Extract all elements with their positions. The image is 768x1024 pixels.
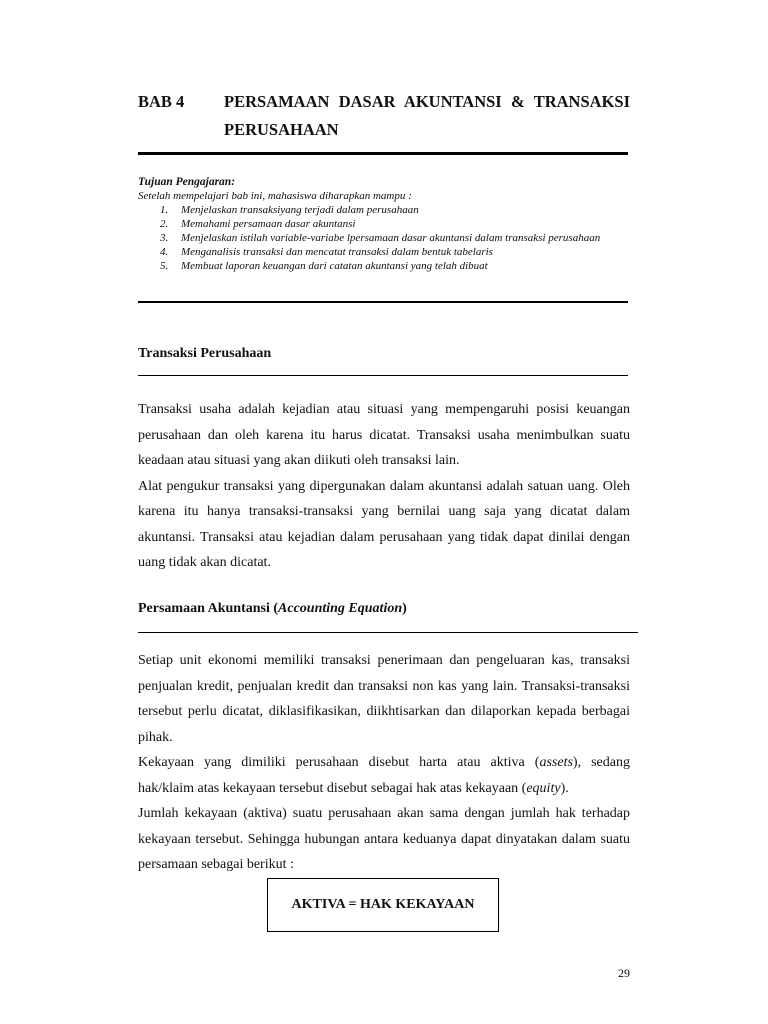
list-item: 3. Menjelaskan istilah variable-variabe lpersamaan dasar akuntansi dalam transaksi perusahaan: [160, 232, 601, 244]
list-item: 1. Menjelaskan transaksiyang terjadi dalam perusahaan: [160, 204, 419, 216]
objectives-heading: Tujuan Pengajaran:: [138, 176, 236, 188]
objectives-list: [138, 203, 618, 273]
section-heading-persamaan: Persamaan Akuntansi (Accounting Equation): [138, 601, 407, 616]
paragraph: Kekayaan yang dimiliki perusahaan disebut harta atau aktiva (assets), sedang hak/klaim atas kekayaan tersebut disebut sebagai hak atas kekayaan (equity).: [138, 755, 630, 796]
section-divider: [138, 632, 638, 633]
objectives-intro: Setelah mempelajari bab ini, mahasiswa diharapkan mampu :: [138, 190, 412, 202]
equation-box: AKTIVA = HAK KEKAYAAN: [267, 878, 499, 932]
section-body-persamaan: [138, 648, 630, 878]
chapter-number: BAB 4: [138, 92, 185, 111]
chapter-title-line1: PERSAMAAN DASAR AKUNTANSI & TRANSAKSI: [224, 92, 630, 111]
paragraph: Transaksi usaha adalah kejadian atau situasi yang mempengaruhi posisi keuangan perusahaan dan oleh karena itu harus dicatat. Transaksi usaha menimbulkan suatu keadaan atau situasi yang akan diikuti oleh transaksi lain.: [138, 402, 630, 468]
section-heading-transaksi: Transaksi Perusahaan: [138, 346, 272, 361]
page-number: 29: [618, 966, 630, 980]
chapter-title-line2: PERUSAHAAN: [224, 120, 339, 139]
objectives-divider: [138, 301, 628, 303]
list-item: 4. Menganalisis transaksi dan mencatat transaksi dalam bentuk tabelaris: [160, 246, 493, 258]
header-divider: [138, 152, 628, 155]
paragraph: Setiap unit ekonomi memiliki transaksi penerimaan dan pengeluaran kas, transaksi penjualan kredit, penjualan kredit dan transaksi non kas yang lain. Transaksi-transaksi tersebut perlu dicatat, diklasifikasikan, diikhtisarkan dan dilaporkan kepada berbagai pihak.: [138, 653, 630, 745]
list-item: 2. Memahami persamaan dasar akuntansi: [160, 218, 356, 230]
paragraph: Jumlah kekayaan (aktiva) suatu perusahaan akan sama dengan jumlah hak terhadap kekayaan tersebut. Sehingga hubungan antara keduanya dapat dinyatakan dalam suatu persamaan sebagai berikut :: [138, 806, 630, 872]
learning-objectives: [138, 175, 618, 273]
paragraph: Alat pengukur transaksi yang dipergunakan dalam akuntansi adalah satuan uang. Oleh karena itu hanya transaksi-transaksi yang bernilai uang saja yang dicatat dalam akuntansi. Transaksi atau kejadian dalam perusahaan yang tidak dapat dinilai dengan uang tidak akan dicatat.: [138, 478, 630, 570]
section-divider: [138, 375, 628, 376]
list-item: 5. Membuat laporan keuangan dari catatan akuntansi yang telah dibuat: [160, 260, 488, 272]
section-body-transaksi: [138, 397, 630, 576]
